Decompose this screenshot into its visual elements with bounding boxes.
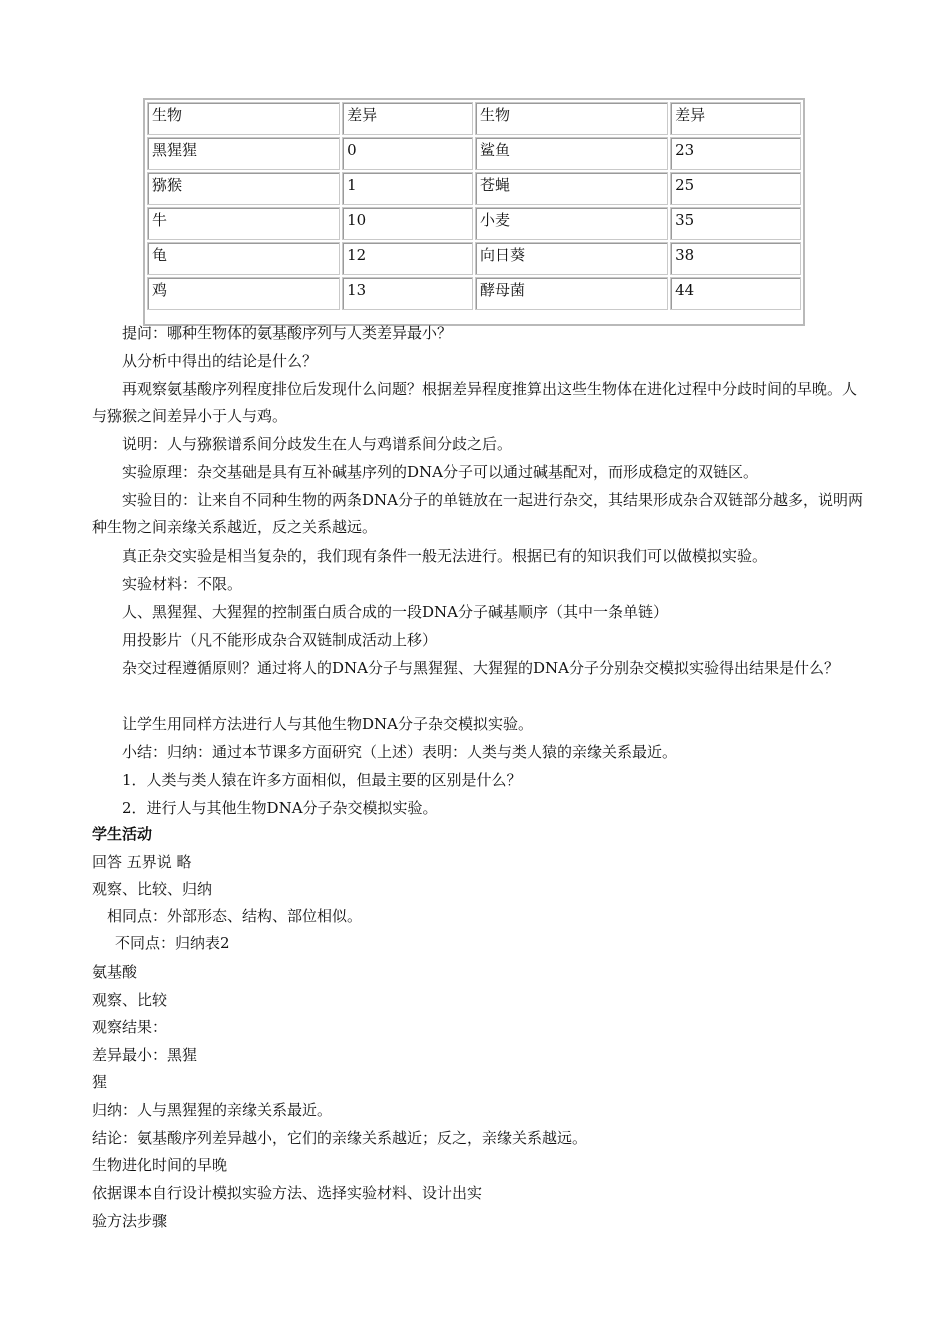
table-cell: 10 xyxy=(342,207,473,240)
experiment-materials: 实验材料：不限。 xyxy=(122,575,243,593)
table-row xyxy=(147,172,801,205)
table-cell: 猕猴 xyxy=(147,172,340,205)
conclusion-question: 从分析中得出的结论是什么？ xyxy=(122,352,318,370)
student-line: 结论：氨基酸序列差异越小，它们的亲缘关系越近；反之，亲缘关系越远。 xyxy=(92,1129,588,1147)
table-row xyxy=(147,242,801,275)
table-cell: 12 xyxy=(342,242,473,275)
table-row xyxy=(147,137,801,170)
explanation-paragraph: 说明：人与猕猴谱系间分歧发生在人与鸡谱系间分歧之后。 xyxy=(122,435,513,453)
student-line: 观察结果： xyxy=(92,1018,168,1036)
table-header-row xyxy=(147,102,801,135)
table-cell: 黑猩猩 xyxy=(147,137,340,170)
simulation-paragraph: 真正杂交实验是相当复杂的，我们现有条件一般无法进行。根据已有的知识我们可以做模拟实验。 xyxy=(122,547,768,565)
student-line: 观察、比较、归纳 xyxy=(92,880,213,898)
summary-paragraph: 小结：归纳：通过本节课多方面研究（上述）表明：人类与类人猿的亲缘关系最近。 xyxy=(122,743,678,761)
table-cell: 38 xyxy=(670,242,801,275)
experiment-principle: 实验原理：杂交基础是具有互补碱基序列的DNA分子可以通过碱基配对，而形成稳定的双链区。 xyxy=(122,463,758,481)
hybridization-question: 杂交过程遵循原则？通过将人的DNA分子与黑猩猩、大猩猩的DNA分子分别杂交模拟实验得出结果是什么？ xyxy=(122,659,839,677)
projector-paragraph: 用投影片（凡不能形成杂合双链制成活动上移） xyxy=(122,631,438,649)
amino-acid-difference-table xyxy=(143,98,805,326)
student-line: 氨基酸 xyxy=(92,963,138,981)
student-activity-heading: 学生活动 xyxy=(92,825,153,843)
review-item-1: 1．人类与类人猿在许多方面相似，但最主要的区别是什么？ xyxy=(122,771,522,789)
table-header-cell: 生物 xyxy=(147,102,340,135)
student-line: 猩 xyxy=(92,1073,108,1091)
student-line: 回答 五界说 略 xyxy=(92,853,192,871)
student-line: 相同点：外部形态、结构、部位相似。 xyxy=(107,907,363,925)
table-header-cell: 差异 xyxy=(342,102,473,135)
student-line: 生物进化时间的早晚 xyxy=(92,1156,228,1174)
table-cell: 鲨鱼 xyxy=(475,137,668,170)
table-cell: 向日葵 xyxy=(475,242,668,275)
table-cell: 小麦 xyxy=(475,207,668,240)
question-paragraph: 提问：哪种生物体的氨基酸序列与人类差异最小？ xyxy=(122,324,453,342)
table-header-cell: 生物 xyxy=(475,102,668,135)
student-simulation-paragraph: 让学生用同样方法进行人与其他生物DNA分子杂交模拟实验。 xyxy=(122,715,533,733)
table-cell: 苍蝇 xyxy=(475,172,668,205)
table-cell: 牛 xyxy=(147,207,340,240)
table-cell: 25 xyxy=(670,172,801,205)
student-line: 依据课本自行设计模拟实验方法、选择实验材料、设计出实 xyxy=(92,1184,483,1202)
experiment-purpose: 实验目的：让来自不同种生物的两条DNA分子的单链放在一起进行杂交，其结果形成杂合双链部分越多，说明两种生物之间亲缘关系越近，反之关系越远。 xyxy=(92,491,863,536)
table-header-cell: 差异 xyxy=(670,102,801,135)
table-cell: 龟 xyxy=(147,242,340,275)
table-cell: 酵母菌 xyxy=(475,277,668,310)
student-line: 验方法步骤 xyxy=(92,1212,168,1230)
table-row xyxy=(147,207,801,240)
student-line: 观察、比较 xyxy=(92,991,168,1009)
table-cell: 鸡 xyxy=(147,277,340,310)
student-line: 不同点：归纳表2 xyxy=(115,934,230,952)
table-cell: 13 xyxy=(342,277,473,310)
table-cell: 0 xyxy=(342,137,473,170)
table-cell: 23 xyxy=(670,137,801,170)
dna-sequence-paragraph: 人、黑猩猩、大猩猩的控制蛋白质合成的一段DNA分子碱基顺序（其中一条单链） xyxy=(122,603,668,621)
student-line: 差异最小：黑猩 xyxy=(92,1046,198,1064)
review-item-2: 2．进行人与其他生物DNA分子杂交模拟实验。 xyxy=(122,799,438,817)
observation-paragraph: 再观察氨基酸序列程度排位后发现什么问题？根据差异程度推算出这些生物体在进化过程中分歧时间的早晚。人与猕猴之间差异小于人与鸡。 xyxy=(92,380,858,425)
student-line: 归纳：人与黑猩猩的亲缘关系最近。 xyxy=(92,1101,333,1119)
table-row xyxy=(147,277,801,310)
table-cell: 1 xyxy=(342,172,473,205)
table-cell: 35 xyxy=(670,207,801,240)
table-cell: 44 xyxy=(670,277,801,310)
